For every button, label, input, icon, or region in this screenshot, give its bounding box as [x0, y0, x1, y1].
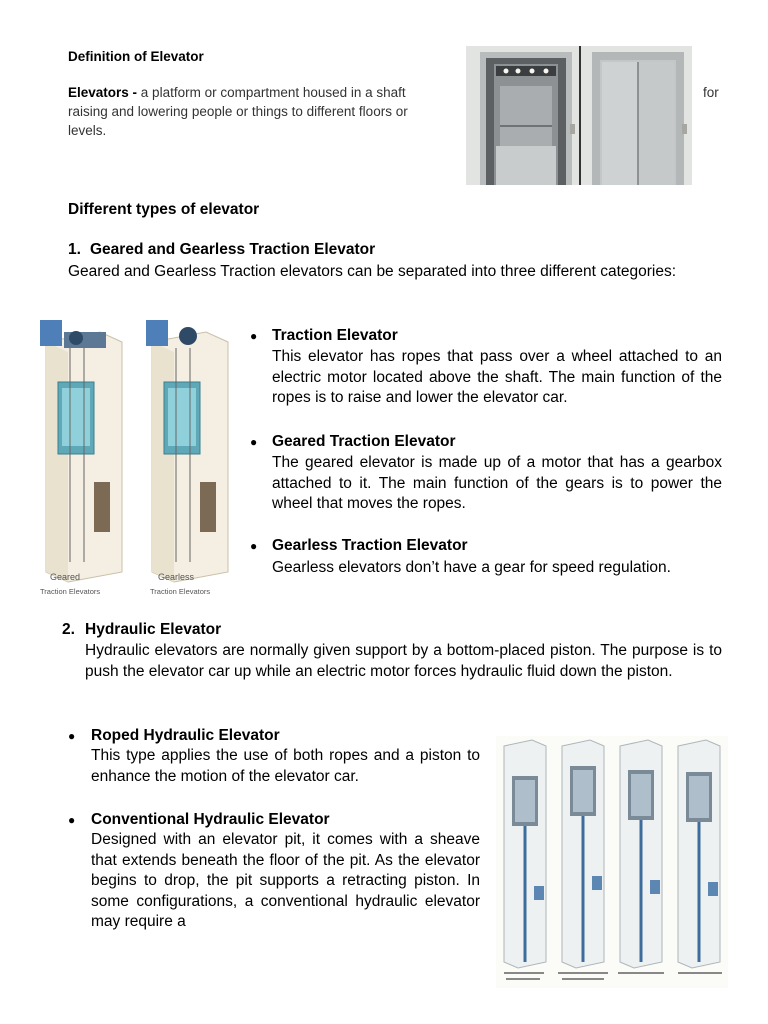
definition-text-line2: raising and lowering people or things to different floors or [68, 104, 408, 119]
elevator-doors-photo [466, 46, 692, 185]
types-heading: Different types of elevator [68, 201, 260, 218]
traction-elevator-title: Traction Elevator [272, 327, 398, 344]
geared-subcaption: Traction Elevators [40, 587, 101, 596]
conventional-hydraulic-title: Conventional Hydraulic Elevator [91, 811, 330, 828]
bullet-conventional: ● [68, 813, 76, 827]
bullet-geared: ● [250, 435, 258, 449]
definition-text-line1: a platform or compartment housed in a shaft [140, 85, 406, 100]
bullet-roped: ● [68, 729, 76, 743]
section1-number: 1. [68, 241, 81, 258]
gearless-traction-text: Gearless elevators don’t have a gear for speed regulation. [272, 559, 671, 576]
section2-number: 2. [62, 621, 75, 638]
section2-title: Hydraulic Elevator [85, 621, 222, 638]
conventional-hydraulic-text: Designed with an elevator pit, it comes with a sheave that extends beneath the floor of the pit. As the elevator begins to drop, the pit supports a retracting piston. In some configurations, a conventional hydraulic elevator may require a [91, 831, 480, 930]
gearless-traction-title: Gearless Traction Elevator [272, 537, 468, 554]
hydraulic-elevators-diagram [496, 736, 728, 988]
section1-intro: Geared and Gearless Traction elevators can be separated into three different categories: [68, 263, 677, 280]
geared-traction-title: Geared Traction Elevator [272, 433, 456, 450]
geared-caption: Geared [50, 572, 81, 582]
geared-traction-text: The geared elevator is made up of a motor that has a gearbox attached to it. The main function of the gears is to power the wheel that moves the ropes. [272, 454, 722, 512]
bullet-gearless: ● [250, 539, 258, 553]
definition-text-for: for [703, 85, 719, 100]
roped-hydraulic-text: This type applies the use of both ropes and a piston to enhance the motion of the elevator car. [91, 747, 480, 785]
definition-paragraph [68, 83, 456, 140]
traction-elevators-diagram [28, 312, 236, 602]
gearless-subcaption: Traction Elevators [150, 587, 211, 596]
section2-intro: Hydraulic elevators are normally given support by a bottom-placed piston. The purpose is to push the elevator car up while an electric motor forces hydraulic fluid down the piston. [85, 642, 722, 680]
gearless-caption: Gearless [158, 572, 195, 582]
definition-text-line3: levels. [68, 123, 107, 138]
section1-title: Geared and Gearless Traction Elevator [90, 241, 376, 258]
definition-term: Elevators - [68, 85, 138, 100]
bullet-traction: ● [250, 329, 258, 343]
traction-elevator-text: This elevator has ropes that pass over a wheel attached to an electric motor located above the shaft. The main function of the ropes is to raise and lower the elevator car. [272, 348, 722, 406]
definition-heading: Definition of Elevator [68, 49, 204, 64]
roped-hydraulic-title: Roped Hydraulic Elevator [91, 727, 280, 744]
